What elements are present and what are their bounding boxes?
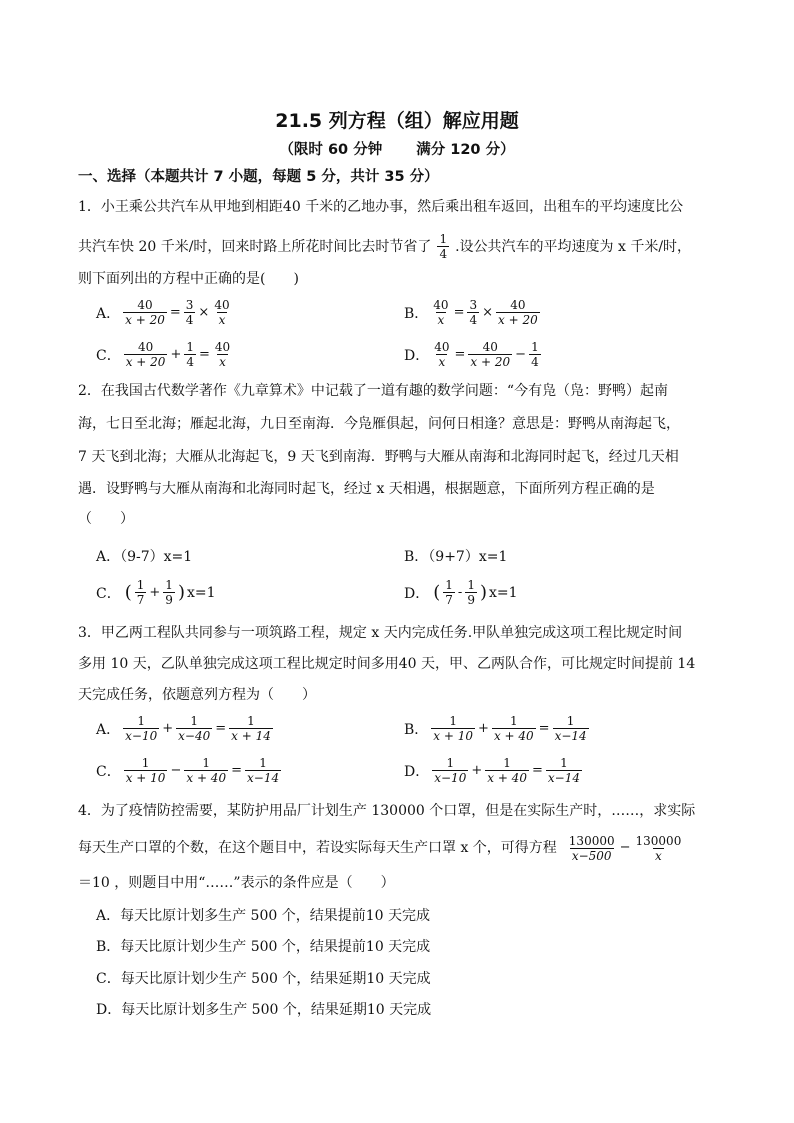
fraction-denominator: x xyxy=(219,355,226,369)
paren-close: ) xyxy=(479,582,487,603)
fraction-numerator: 40 xyxy=(510,298,526,312)
fraction-denominator: 4 xyxy=(185,313,194,327)
q4-line-1: 4．为了疫情防控需要，某防护用品厂计划生产 130000 个口罩，但是在实际生产时，……，求实际 xyxy=(78,803,696,819)
fraction-denominator: x + 20 xyxy=(470,355,511,369)
q1-fraction-one-quarter xyxy=(437,232,449,261)
fraction-numerator: 40 xyxy=(214,298,230,312)
operator: = xyxy=(215,721,227,736)
fraction-denominator: x−10 xyxy=(434,771,467,785)
fraction-denominator: x xyxy=(655,848,662,863)
fraction-numerator: 1 xyxy=(449,714,457,728)
operator: × xyxy=(198,305,210,320)
operator: = xyxy=(538,721,550,736)
operator: − xyxy=(619,840,631,855)
q2-line-1: 2．在我国古代数学著作《九章算术》中记载了一道有趣的数学问题：“今有凫（凫：野鸭）起南 xyxy=(78,383,669,399)
option-label: D． xyxy=(404,585,430,602)
page-subtitle xyxy=(0,138,794,159)
operator: + xyxy=(471,763,483,778)
fraction-numerator: 40 xyxy=(482,340,498,354)
fraction-denominator: x + 14 xyxy=(231,729,271,743)
fraction-numerator: 1 xyxy=(446,756,455,770)
paren-close: ) xyxy=(177,582,185,603)
q2-line-4: 遇．设野鸭与大雁从南海和北海同时起飞，经过 x 天相遇，根据题意，下面所列方程正确的是 xyxy=(78,481,655,497)
fraction-numerator: 1 xyxy=(509,714,518,728)
fraction-denominator: x + 40 xyxy=(487,771,527,785)
operator: + xyxy=(162,721,174,736)
fraction-numerator: 40 xyxy=(433,298,449,312)
operator: - xyxy=(457,585,463,600)
q2-line-2: 海，七日至北海；雁起北海，九日至南海．今凫雁俱起，问何日相逢？意思是：野鸭从南海起飞， xyxy=(78,416,680,432)
fraction-numerator: 40 xyxy=(214,340,231,354)
q1-line-2 xyxy=(78,232,691,261)
fraction-denominator: x + 20 xyxy=(125,355,166,369)
fraction-denominator: 4 xyxy=(439,247,448,261)
fraction-numerator: 1 xyxy=(165,578,173,592)
q4-option-b[interactable]: B．每天比原计划少生产 500 个，结果提前10 天完成 xyxy=(96,939,431,955)
fraction-denominator: x−40 xyxy=(178,729,211,743)
q2-option-c[interactable] xyxy=(96,578,216,607)
fraction-numerator: 3 xyxy=(185,298,194,312)
fraction-numerator: 1 xyxy=(566,714,575,728)
q3-option-a[interactable] xyxy=(96,714,274,743)
fraction-denominator: x−500 xyxy=(571,848,612,863)
q2-option-a[interactable]: A．（9-7）x=1 xyxy=(96,549,193,565)
fraction-numerator: 1 xyxy=(560,756,568,770)
q1-line-1: 1．小王乘公共汽车从甲地到相距40 千米的乙地办事，然后乘出租车返回，出租车的平均速度比公 xyxy=(78,199,684,215)
option-label: D． xyxy=(404,347,430,364)
q3-option-d[interactable] xyxy=(404,756,583,785)
fraction-numerator: 1 xyxy=(467,578,475,592)
fraction-denominator: x + 40 xyxy=(186,771,227,785)
fraction-numerator: 1 xyxy=(190,714,198,728)
q4-option-c[interactable]: C．每天比原计划少生产 500 个，结果延期10 天完成 xyxy=(96,971,431,987)
q1-line-2b: .设公共汽车的平均速度为 x 千米/时， xyxy=(455,238,692,255)
q1-line-2a: 共汽车快 20 千米/时，回来时路上所花时间比去时节省了 xyxy=(78,238,432,255)
equation-tail: x=1 xyxy=(186,584,216,601)
fraction-numerator: 40 xyxy=(434,340,450,354)
operator: = xyxy=(169,305,181,320)
fraction-denominator: 7 xyxy=(136,593,145,607)
q4-line-3: ＝10 ，则题目中用“……”表示的条件应是（ ） xyxy=(78,875,395,891)
fraction-denominator: 4 xyxy=(186,355,194,369)
q4-option-a[interactable]: A．每天比原计划多生产 500 个，结果提前10 天完成 xyxy=(96,908,430,924)
fraction-denominator: x xyxy=(218,313,226,327)
fraction-denominator: x xyxy=(438,355,446,369)
fraction-numerator: 1 xyxy=(141,756,150,770)
q2-option-b[interactable]: B．（9+7）x=1 xyxy=(404,549,508,565)
fraction-denominator: x−14 xyxy=(554,729,587,743)
fraction-numerator: 1 xyxy=(439,232,448,246)
q3-option-b[interactable] xyxy=(404,714,590,743)
option-label: A． xyxy=(96,721,121,738)
operator: + xyxy=(149,585,161,600)
fraction-numerator: 1 xyxy=(445,578,453,592)
q1-option-d[interactable] xyxy=(404,340,542,369)
fraction-denominator: 4 xyxy=(469,313,478,327)
fraction-numerator: 1 xyxy=(531,340,539,354)
option-label: C． xyxy=(96,347,121,364)
q4-line-2-text: 每天生产口罩的个数，在这个题目中，若设实际每天生产口罩 x 个，可得方程 xyxy=(78,840,557,856)
fraction-numerator: 1 xyxy=(247,714,255,728)
fraction-denominator: x + 10 xyxy=(433,729,474,743)
operator: = xyxy=(454,347,466,362)
fraction-denominator: x + 20 xyxy=(498,313,538,327)
fraction-denominator: x xyxy=(437,313,445,327)
fraction-denominator: 9 xyxy=(165,593,173,607)
fraction-denominator: x−14 xyxy=(247,771,280,785)
fraction-numerator: 1 xyxy=(137,714,145,728)
q2-line-5: （ ） xyxy=(78,511,134,527)
fraction-numerator: 1 xyxy=(136,578,145,592)
page-title: 21.5 列方程（组）解应用题 xyxy=(275,110,519,132)
fraction-numerator: 40 xyxy=(137,298,153,312)
fraction-numerator: 130000 xyxy=(568,833,615,848)
q3-line-3: 天完成任务，依题意列方程为（ ） xyxy=(78,687,316,703)
operator: = xyxy=(231,763,242,778)
option-label: C． xyxy=(96,763,121,780)
operator: + xyxy=(170,347,182,362)
operator: × xyxy=(482,305,494,320)
fraction-numerator: 1 xyxy=(259,756,267,770)
paren-open: ( xyxy=(124,582,132,603)
fraction-denominator: 9 xyxy=(467,593,475,607)
fraction-numerator: 3 xyxy=(469,298,478,312)
q1-option-b[interactable] xyxy=(404,298,541,327)
fraction-denominator: 4 xyxy=(531,355,539,369)
option-label: A． xyxy=(96,305,121,322)
fraction-denominator: x + 10 xyxy=(125,771,166,785)
q3-line-2: 多用 10 天，乙队单独完成这项工程比规定时间多用40 天，甲、乙两队合作，可比规定时间提前 14 xyxy=(78,656,696,672)
fraction-denominator: x−14 xyxy=(547,771,580,785)
operator: = xyxy=(199,347,210,362)
equation-tail: x=1 xyxy=(488,584,518,601)
q1-line-3: 则下面列出的方程中正确的是( ) xyxy=(78,271,299,287)
fraction-numerator: 40 xyxy=(137,340,154,354)
option-label: D． xyxy=(404,763,430,780)
operator: = xyxy=(453,305,465,320)
time-limit: （限时 60 分钟 xyxy=(279,142,383,158)
fraction-numerator: 130000 xyxy=(635,833,682,848)
q2-option-d[interactable] xyxy=(404,578,518,607)
section-heading: 一、选择（本题共计 7 小题，每题 5 分，共计 35 分） xyxy=(78,169,439,185)
operator: + xyxy=(478,721,489,736)
fraction-numerator: 1 xyxy=(202,756,211,770)
fraction-numerator: 1 xyxy=(186,340,194,354)
q1-option-a[interactable] xyxy=(96,298,233,327)
fraction-numerator: 1 xyxy=(503,756,511,770)
fraction-denominator: 7 xyxy=(445,593,453,607)
q4-option-d[interactable]: D．每天比原计划多生产 500 个，结果延期10 天完成 xyxy=(96,1002,432,1018)
full-score: 满分 120 分） xyxy=(416,142,515,158)
option-label: B． xyxy=(404,721,429,738)
paren-open: ( xyxy=(433,582,441,603)
q3-option-c[interactable] xyxy=(96,756,282,785)
operator: − xyxy=(170,763,182,778)
fraction-denominator: x + 40 xyxy=(493,729,534,743)
fraction-denominator: x−10 xyxy=(125,729,158,743)
q3-line-1: 3．甲乙两工程队共同参与一项筑路工程，规定 x 天内完成任务.甲队单独完成这项工程比规定时间 xyxy=(78,625,683,641)
option-label: C． xyxy=(96,585,121,602)
operator: = xyxy=(531,763,543,778)
q1-option-c[interactable] xyxy=(96,340,233,369)
option-label: B． xyxy=(404,305,429,322)
q4-line-2 xyxy=(78,828,684,868)
q2-line-3: 7 天飞到北海；大雁从北海起飞，9 天飞到南海．野鸭与大雁从南海和北海同时起飞，经过几天相 xyxy=(78,449,679,465)
operator: − xyxy=(515,347,527,362)
fraction-denominator: x + 20 xyxy=(125,313,165,327)
